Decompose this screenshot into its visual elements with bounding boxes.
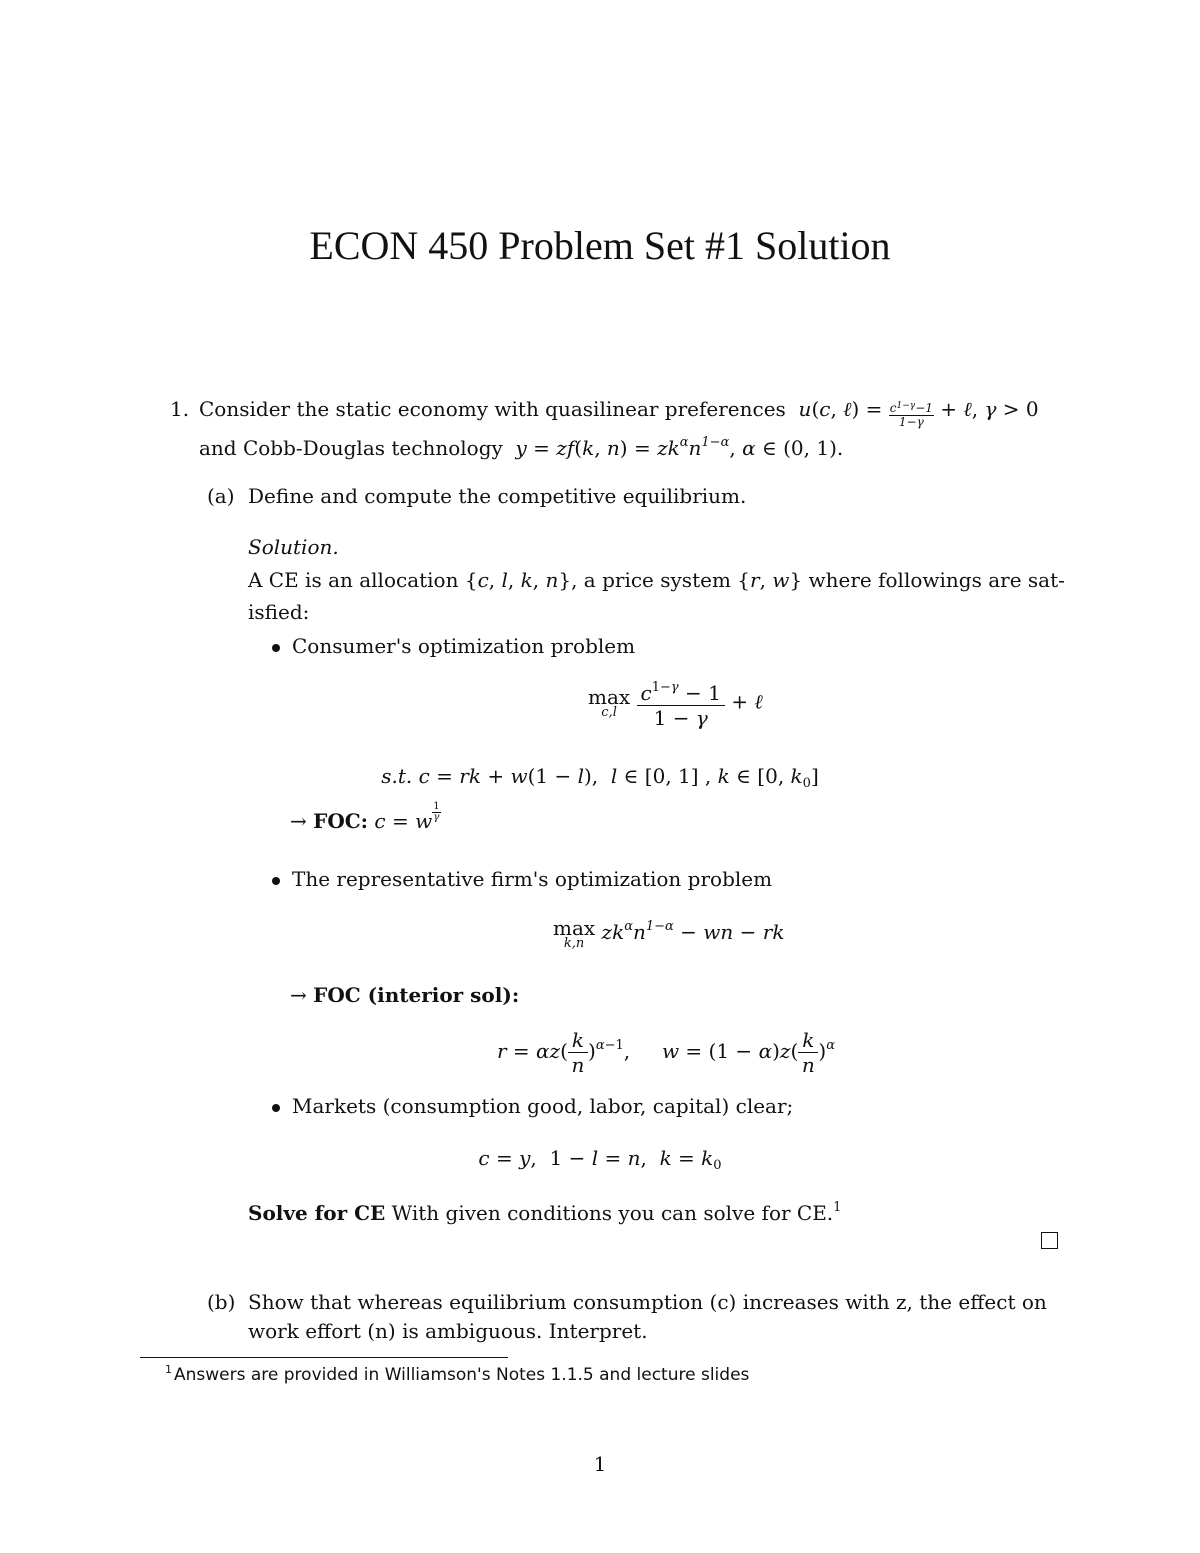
consumer-constraint: s.t. c = rk + w(1 − l), l ∈ [0, 1] , k ∈ [0, $k_0$] (381, 764, 819, 791)
bullet-markets-text: Markets (consumption good, labor, capital) clear; (292, 1094, 794, 1118)
max-operator: max c,l (588, 685, 631, 720)
part-b-line1: Show that whereas equilibrium consumption (c) increases with z, the effect on (248, 1290, 1047, 1314)
page-number: 1 (593, 1452, 607, 1476)
problem1-line2: and Cobb-Douglas technology y = zf(k, $n) = zk^\alpha n^{1-\alpha}$, α ∈ (0, 1). (199, 435, 844, 460)
market-clearing-equations: c = y, 1 − l = n, $k = k_0$ (478, 1146, 722, 1173)
bullet-dot (272, 644, 280, 652)
firm-foc-equations: r = αz( $\frac{k}{n}$ )$^{\alpha-1}$, w = (1 − α)z( $\frac{k}{n}$ )$^\alpha$ (497, 1028, 835, 1077)
footnote-rule (140, 1357, 508, 1358)
footnote-mark: 1 (165, 1363, 172, 1376)
part-b-label: (b) (207, 1290, 236, 1314)
max-operator: max k,n (553, 915, 596, 951)
foc-firm: → FOC (interior sol): (290, 983, 520, 1007)
footnote-reference: 1 (833, 1200, 842, 1215)
solve-for-ce (248, 1192, 841, 1229)
ce-definition-text-3: where followings are sat- (808, 568, 1065, 592)
ce-definition-text-2: , a price system (571, 568, 731, 592)
solution-label: Solution. (248, 535, 339, 559)
allocation-set: {c, l, k, n} (464, 568, 572, 592)
foc-firm-label: FOC (interior sol): (313, 983, 520, 1007)
ce-definition-line1 (248, 564, 1065, 596)
ce-definition-text-1: A CE is an allocation (248, 568, 459, 592)
utility-formula: u (792, 397, 812, 421)
consumer-objective: max c,l $\frac{c^{1-\gamma} - 1}{1 - \gamma}$ + ℓ (588, 676, 763, 730)
problem1-line1-text: Consider the static economy with quasilinear preferences (199, 397, 786, 421)
foc-consumer: → FOC: c = w $\frac{1}{\gamma}$ (290, 801, 440, 833)
solve-for-ce-label: Solve for CE (248, 1201, 386, 1225)
firm-objective: max k,n $zk^\alpha n^{1-\alpha}$ − wn − rk (553, 915, 785, 951)
bullet-firm (272, 863, 772, 895)
bullet-consumer-text: Consumer's optimization problem (292, 634, 636, 658)
objective-fraction: $\frac{c^{1-\gamma} - 1}{1 - \gamma}$ (637, 676, 725, 730)
document-title: ECON 450 Problem Set #1 Solution (309, 223, 891, 268)
problem1-line2-text: and Cobb-Douglas technology (199, 436, 503, 460)
bullet-dot (272, 877, 280, 885)
price-set: {r, w} (737, 568, 803, 592)
ce-definition-line2: isfied: (248, 600, 310, 624)
bullet-consumer (272, 630, 635, 662)
part-a-label: (a) (207, 484, 235, 508)
utility-fraction: $\frac{c^{1-\gamma}-1}{1-\gamma}$ (889, 401, 933, 429)
technology-formula: y (509, 436, 527, 460)
footnote (165, 1363, 749, 1385)
qed-box-icon (1041, 1232, 1058, 1249)
part-a-question: Define and compute the competitive equilibrium. (248, 484, 747, 508)
problem-number: 1. (170, 397, 190, 421)
bullet-markets (272, 1090, 793, 1122)
foc-consumer-label: FOC: (313, 809, 369, 833)
footnote-text: Answers are provided in Williamson's Notes 1.1.5 and lecture slides (174, 1365, 750, 1385)
bullet-firm-text: The representative firm's optimization problem (292, 867, 773, 891)
problem1-line1: Consider the static economy with quasilinear preferences u(c, ℓ) = $\frac{c^{1-\gamma}-1}{1-\gamma}$ + ℓ, γ > 0 (199, 397, 1039, 429)
solve-for-ce-text: With given conditions you can solve for CE. (391, 1201, 834, 1225)
part-b-line2: work effort (n) is ambiguous. Interpret. (248, 1319, 648, 1343)
bullet-dot (272, 1104, 280, 1112)
